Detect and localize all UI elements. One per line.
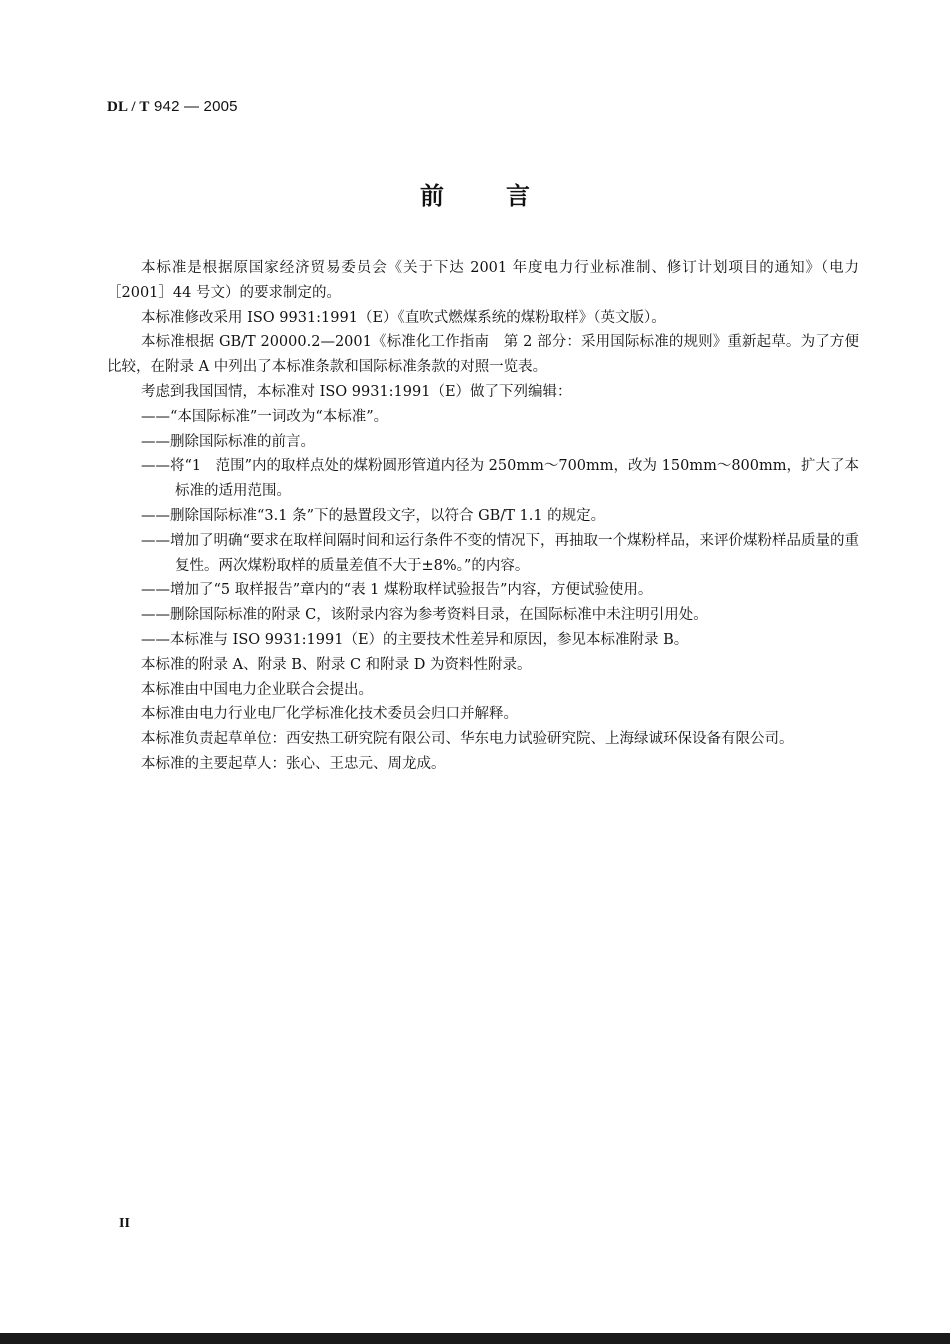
- list-item: ——增加了明确“要求在取样间隔时间和运行条件不变的情况下，再抽取一个煤粉样品，来评价煤粉样品质量的重复性。两次煤粉取样的质量差值不大于±8%。”的内容。: [141, 532, 859, 574]
- standard-code: [107, 98, 238, 116]
- page-number: II: [119, 1216, 130, 1231]
- paragraph-basis: 本标准是根据原国家经济贸易委员会《关于下达 2001 年度电力行业标准制、修订计划项目的通知》（电力［2001］44 号文）的要求制定的。: [107, 260, 859, 301]
- paragraph-adoption: 本标准修改采用 ISO 9931:1991（E）《直吹式燃煤系统的煤粉取样》（英文版）。: [141, 309, 666, 326]
- paragraph-drafting-units: 本标准负责起草单位：西安热工研究院有限公司、华东电力试验研究院、上海绿诚环保设备有限公司。: [141, 731, 794, 748]
- title-char-left: 前: [420, 182, 444, 210]
- standard-code-number: 942 — 2005: [149, 98, 238, 115]
- list-item: ——删除国际标准的前言。: [141, 433, 315, 450]
- list-item: ——本标准与 ISO 9931:1991（E）的主要技术性差异和原因，参见本标准附录 B。: [141, 631, 689, 648]
- paragraph-edits-intro: 考虑到我国国情，本标准对 ISO 9931:1991（E）做了下列编辑：: [141, 383, 572, 400]
- standard-code-prefix: DL / T: [107, 99, 150, 115]
- paragraph-committee: 本标准由电力行业电厂化学标准化技术委员会归口并解释。: [141, 706, 518, 723]
- paragraph-drafters: 本标准的主要起草人：张心、王忠元、周龙成。: [141, 755, 446, 772]
- list-item: ——增加了“5 取样报告”章内的“表 1 煤粉取样试验报告”内容，方便试验使用。: [141, 582, 653, 599]
- list-item: ——删除国际标准的附录 C，该附录内容为参考资料目录，在国际标准中未注明引用处。: [141, 607, 708, 624]
- list-item: ——将“1 范围”内的取样点处的煤粉圆形管道内径为 250mm～700mm，改为 150mm～800mm，扩大了本标准的适用范围。: [141, 458, 859, 500]
- foreword-body: [107, 256, 859, 777]
- page-title: [0, 176, 950, 211]
- bottom-edge-bar: [0, 1333, 950, 1344]
- paragraph-annexes: 本标准的附录 A、附录 B、附录 C 和附录 D 为资料性附录。: [141, 656, 532, 673]
- list-item: ——删除国际标准“3.1 条”下的悬置段文字，以符合 GB/T 1.1 的规定。: [141, 507, 606, 524]
- list-item: ——“本国际标准”一词改为“本标准”。: [141, 408, 389, 425]
- paragraph-drafting-rules: 本标准根据 GB/T 20000.2—2001《标准化工作指南 第 2 部分：采用国际标准的规则》重新起草。为了方便比较，在附录 A 中列出了本标准条款和国际标准条款的对照一览表。: [107, 334, 859, 376]
- title-char-right: 言: [506, 182, 530, 210]
- paragraph-proposer: 本标准由中国电力企业联合会提出。: [141, 681, 373, 698]
